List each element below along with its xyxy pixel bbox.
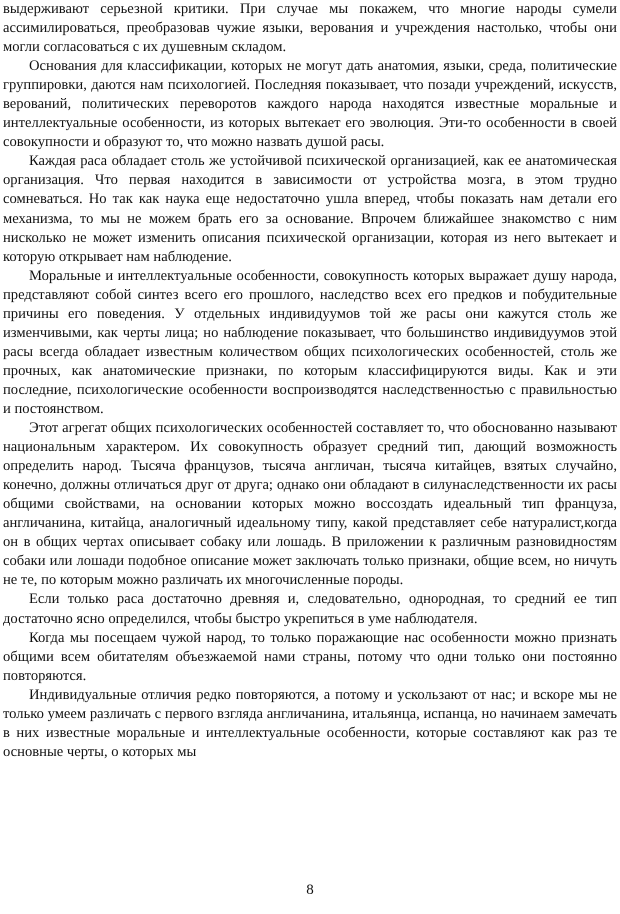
paragraph: Индивидуальные отличия редко повторяются, а потому и ускользают от нас; и вскоре мы не только умеем различать с первого взгляда англичанина, итальянца, испанца, но начинаем замечать в них известные моральные и интеллектуальные особенности, которые составляют как раз те основные черты, о которых мы bbox=[3, 686, 617, 760]
paragraph: выдерживают серьезной критики. При случае мы покажем, что многие народы сумели ассимилироваться, преобразовав чужие языки, верования и учреждения настолько, чтобы они могли согласоваться с их душевным складом. bbox=[3, 1, 617, 56]
page-number: 8 bbox=[306, 882, 314, 898]
paragraph: Этот агрегат общих психологических особенностей составляет то, что обоснованно называют национальным характером. Их совокупность образует средний тип, дающий возможность определить народ. Тысяча французов, тысяча англичан, тысяча китайцев, взятых случайно, конечно, должны отличаться друг от друга; однако они обладают в силунаследственности их расы общими свойствами, на основании которых можно воссоздать идеальный тип француза, англичанина, китайца, аналогичный идеальному типу, какой представляет себе натуралист,когда он в общих чертах описывает собаку или лошадь. В приложении к различным разновидностям собаки или лошади подобное описание может заключать только признаки, общие всем, но ничуть не те, по которым можно различать их многочисленные породы. bbox=[3, 420, 617, 589]
paragraph: Если только раса достаточно древняя и, следовательно, однородная, то средний ее тип достаточно ясно определился, чтобы быстро укрепиться в уме наблюдателя. bbox=[3, 591, 617, 627]
paragraph: Когда мы посещаем чужой народ, то только поражающие нас особенности можно признать общими всем обитателям объезжаемой нами страны, потому что одни только они постоянно повторяются. bbox=[3, 629, 617, 684]
paragraph: Моральные и интеллектуальные особенности, совокупность которых выражает душу народа, представляют собой синтез всего его прошлого, наследство всех его предков и побудительные причины его поведения. У отдельных индивидуумов той же расы они кажутся столь же изменчивыми, как черты лица; но наблюдение показывает, что большинство индивидуумов этой расы всегда обладает известным количеством общих психологических особенностей, столь же прочных, как анатомические признаки, по которым классифицируются виды. Как и эти последние, психологические особенности воспроизводятся наследственностью с правильностью и постоянством. bbox=[3, 267, 617, 417]
page-text bbox=[3, 0, 617, 762]
paragraph: Каждая раса обладает столь же устойчивой психической организацией, как ее анатомическая организация. Что первая находится в зависимости от устройства мозга, в этом трудно сомневаться. Но так как наука еще недостаточно ушла вперед, чтобы показать нам детали его механизма, то мы не можем брать его за основание. Впрочем ближайшее знакомство с ним нисколько не может изменить описания психической организации, которая из него вытекает и которую открывает нам наблюдение. bbox=[3, 153, 617, 265]
paragraph: Основания для классификации, которых не могут дать анатомия, языки, среда, политические группировки, даются нам психологией. Последняя показывает, что позади учреждений, искусств, верований, политических переворотов каждого народа находятся известные моральные и интеллектуальные особенности, из которых вытекает его эволюция. Эти-то особенности в своей совокупности и образуют то, что можно назвать душой расы. bbox=[3, 58, 617, 151]
